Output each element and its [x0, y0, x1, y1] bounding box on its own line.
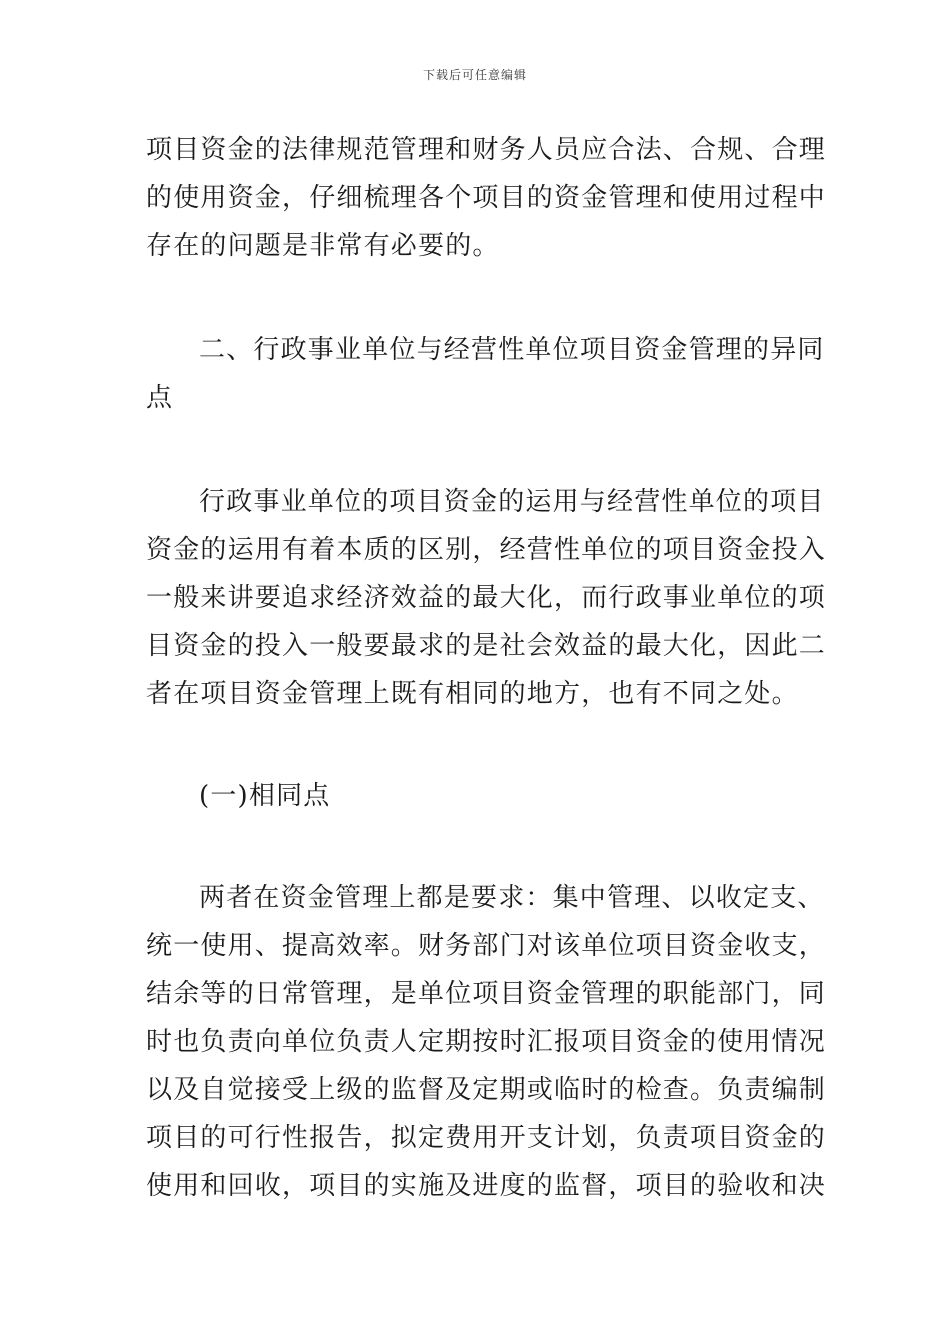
subsection-heading-1: [146, 772, 806, 820]
paragraph-line: 的使用资金，仔细梳理各个项目的资金管理和使用过程中: [146, 183, 827, 213]
paragraph-line: 两者在资金管理上都是要求：集中管理、以收定支、: [199, 883, 825, 913]
paragraph-line: 一般来讲要追求经济效益的最大化，而行政事业单位的项: [146, 583, 827, 613]
paragraph-line: 统一使用、提高效率。财务部门对该单位项目资金收支，: [146, 931, 827, 961]
paragraph-line: 项目的可行性报告，拟定费用开支计划，负责项目资金的: [146, 1123, 827, 1153]
heading-line: 二、行政事业单位与经营性单位项目资金管理的异同: [199, 335, 825, 365]
heading-line: (一)相同点: [199, 781, 331, 811]
paragraph-line: 者在项目资金管理上既有相同的地方，也有不同之处。: [146, 679, 799, 709]
paragraph-line: 存在的问题是非常有必要的。: [146, 231, 500, 261]
paragraph-line: 项目资金的法律规范管理和财务人员应合法、合规、合理: [146, 135, 827, 165]
paragraph-1: [146, 126, 827, 270]
paragraph-line: 以及自觉接受上级的监督及定期或临时的检查。负责编制: [146, 1075, 827, 1105]
paragraph-line: 使用和回收，项目的实施及进度的监督，项目的验收和决: [146, 1171, 827, 1201]
paragraph-line: 资金的运用有着本质的区别，经营性单位的项目资金投入: [146, 535, 827, 565]
paragraph-line: 结余等的日常管理，是单位项目资金管理的职能部门，同: [146, 979, 827, 1009]
paragraph-line: 时也负责向单位负责人定期按时汇报项目资金的使用情况: [146, 1027, 827, 1057]
paragraph-line: 行政事业单位的项目资金的运用与经营性单位的项目: [199, 487, 825, 517]
document-body: [146, 126, 827, 1210]
heading-line: 点: [146, 383, 174, 413]
paragraph-line: 目资金的投入一般要最求的是社会效益的最大化，因此二: [146, 631, 827, 661]
paragraph-5: [146, 874, 827, 1210]
paragraph-3: [146, 478, 827, 718]
section-heading-2: [146, 326, 825, 422]
header-note: 下载后可任意编辑: [422, 68, 527, 82]
